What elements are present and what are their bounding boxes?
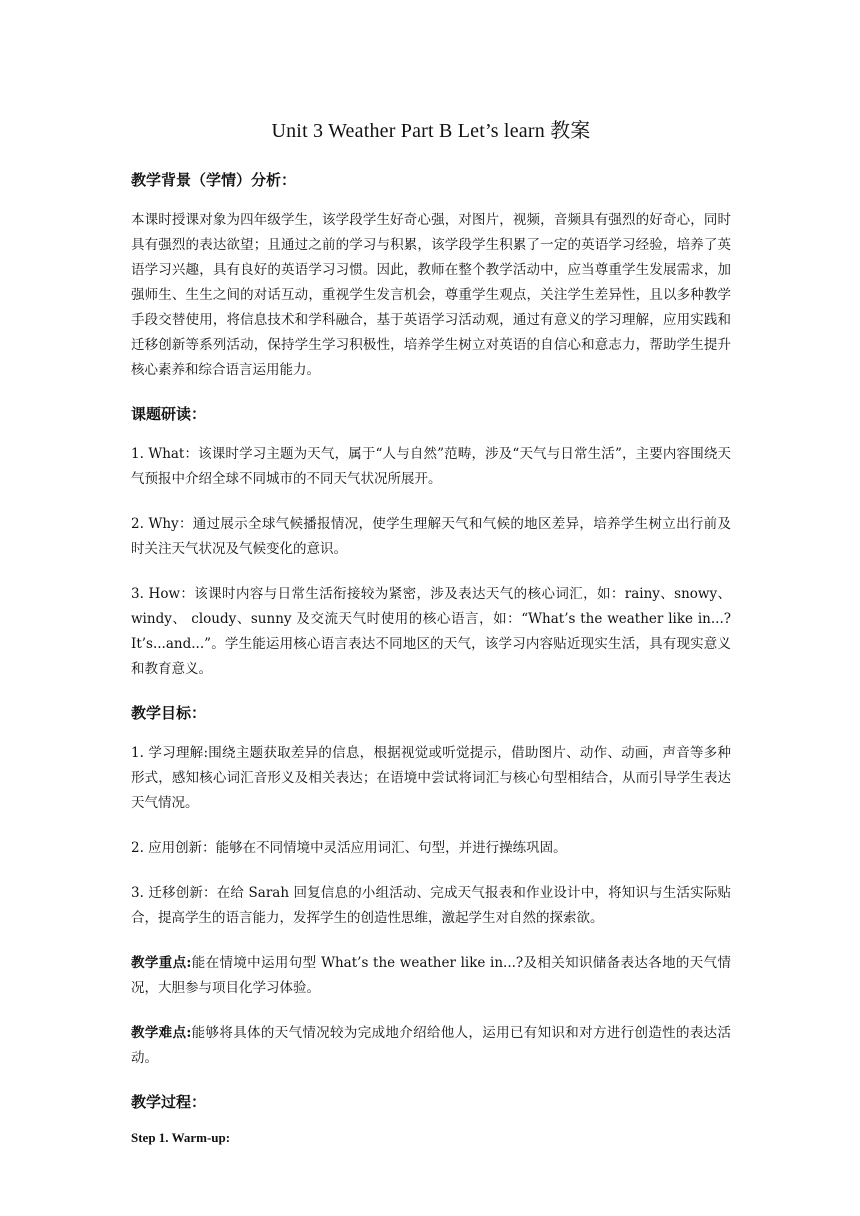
goal-item-2: 2. 应用创新：能够在不同情境中灵活应用词汇、句型，并进行操练巩固。 (131, 840, 567, 856)
key-points-text: 能在情境中运用句型 What’s the weather like in...?及相关知识储备表达各地的天气情况，大胆参与项目化学习体验。 (131, 955, 731, 996)
page-title: Unit 3 Weather Part B Let’s learn 教案 (271, 120, 591, 142)
background-heading: 教学背景（学情）分析： (131, 171, 297, 189)
difficulties-label: 教学难点: (131, 1025, 192, 1041)
goal-item-3: 3. 迁移创新：在给 Sarah 回复信息的小组活动、完成天气报表和作业设计中，将知识与生活实际贴合，提高学生的语言能力，发挥学生的创造性思维，激起学生对自然的探索欲。 (131, 885, 731, 926)
difficulties-text: 能够将具体的天气情况较为完成地介绍给他人，运用已有知识和对方进行创造性的表达活动。 (131, 1025, 732, 1066)
step-1-heading: Step 1. Warm-up: (131, 1130, 231, 1145)
background-paragraph: 本课时授课对象为四年级学生，该学段学生好奇心强，对图片，视频，音频具有强烈的好奇心，同时具有强烈的表达欲望；且通过之前的学习与积累，该学段学生积累了一定的英语学习经验，培养了英语学习兴趣，具有良好的英语学习习惯。因此，教师在整个教学活动中，应当尊重学生发展需求，加强师生、生生之间的对话互动，重视学生发言机会，尊重学生观点，关注学生差异性，且以多种教学手段交替使用，将信息技术和学科融合，基于英语学习活动观，通过有意义的学习理解，应用实践和迁移创新等系列活动，保持学生学习积极性，培养学生树立对英语的自信心和意志力，帮助学生提升核心素养和综合语言运用能力。 (131, 212, 731, 378)
process-heading: 教学过程： (131, 1093, 207, 1111)
study-item-how: 3. How：该课时内容与日常生活衔接较为紧密，涉及表达天气的核心词汇，如：rainy、snowy、windy、 cloudy、sunny 及交流天气时使用的核心语言，如：“What’s the weather like in...? It’s...and...”。学生能运用核心语言表达不同地区的天气，该学习内容贴近现实生活，具有现实意义和教育意义。 (131, 586, 731, 677)
difficulties-paragraph (131, 1021, 731, 1071)
key-points-paragraph (131, 951, 731, 1001)
study-item-why: 2. Why：通过展示全球气候播报情况，使学生理解天气和气候的地区差异，培养学生树立出行前及时关注天气状况及气候变化的意识。 (131, 516, 731, 557)
document-body (131, 114, 731, 1146)
study-item-what: 1. What：该课时学习主题为天气，属于“人与自然”范畴，涉及“天气与日常生活”，主要内容围绕天气预报中介绍全球不同城市的不同天气状况所展开。 (131, 446, 731, 487)
goals-heading: 教学目标： (131, 704, 207, 722)
goal-item-1: 1. 学习理解:围绕主题获取差异的信息，根据视觉或听觉提示，借助图片、动作、动画，声音等多种形式，感知核心词汇音形义及相关表达；在语境中尝试将词汇与核心句型相结合，从而引导学生表达天气情况。 (131, 745, 731, 811)
key-points-label: 教学重点: (131, 955, 192, 971)
study-heading: 课题研读： (131, 405, 207, 423)
